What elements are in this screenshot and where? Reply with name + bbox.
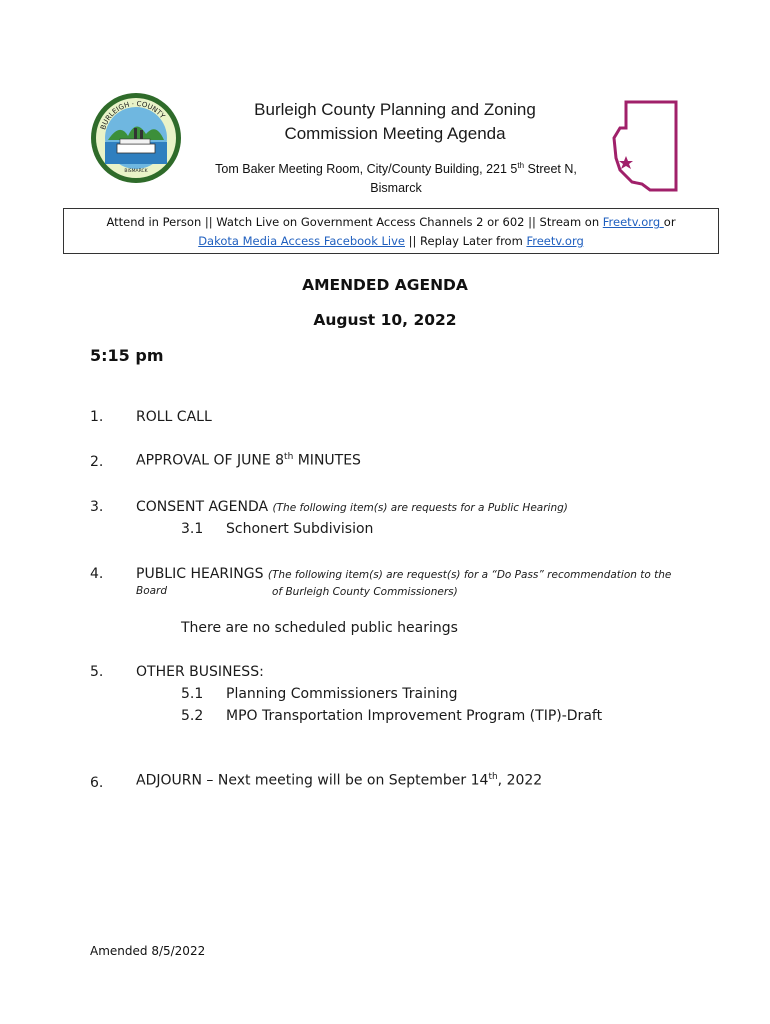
county-seal-logo [90, 92, 182, 184]
item-5-1-number: 5.1 [181, 686, 204, 702]
item-5-text: OTHER BUSINESS: [136, 664, 264, 680]
item-3-label: CONSENT AGENDA [136, 499, 269, 515]
meeting-location [200, 156, 592, 198]
item-2-number: 2. [90, 454, 104, 470]
item-5-1-text: Planning Commissioners Training [226, 686, 458, 702]
item-1-text: ROLL CALL [136, 409, 212, 425]
item-3-note: (The following item(s) are requests for a Public Hearing) [272, 502, 568, 514]
item-4-label: PUBLIC HEARINGS [136, 566, 264, 582]
item-5-number: 5. [90, 664, 104, 680]
amended-date-footer: Amended 8/5/2022 [90, 944, 206, 958]
banner-text-2: or [663, 215, 676, 229]
location-sup: th [517, 161, 525, 170]
page-title [200, 98, 590, 146]
banner-text-1: Attend in Person || Watch Live on Government Access Channels 2 or 602 || Stream on [106, 215, 603, 229]
title-line-1: Burleigh County Planning and Zoning [254, 100, 536, 119]
item-4-note-2: of Burleigh County Commissioners) [272, 586, 458, 598]
location-suffix: Street N, [524, 162, 577, 177]
item-2-text-post: MINUTES [293, 452, 361, 469]
location-city: Bismarck [370, 181, 422, 196]
facebook-live-link[interactable]: Dakota Media Access Facebook Live [198, 234, 405, 248]
county-map-icon [610, 98, 682, 194]
banner-text-3: || Replay Later from [405, 234, 527, 248]
seal-text-bottom: BISMARCK [124, 169, 148, 174]
item-6-text-pre: ADJOURN – Next meeting will be on September 14 [136, 772, 489, 789]
meeting-time: 5:15 pm [90, 346, 164, 365]
title-line-2: Commission Meeting Agenda [284, 124, 506, 143]
item-3-text [136, 499, 568, 515]
item-2-sup: th [284, 452, 294, 462]
agenda-date: August 10, 2022 [313, 311, 457, 329]
item-3-1-number: 3.1 [181, 521, 204, 537]
item-4-note: (The following item(s) are request(s) for a “Do Pass” recommendation to the Board [136, 569, 672, 597]
item-6-number: 6. [90, 775, 104, 791]
item-6-text [136, 772, 542, 789]
item-6-text-post: , 2022 [497, 772, 543, 789]
freetv-link-1[interactable]: Freetv.org [602, 215, 664, 229]
agenda-heading: AMENDED AGENDA [302, 276, 468, 294]
item-4-number: 4. [90, 566, 104, 582]
item-3-number: 3. [90, 499, 104, 515]
item-2-text-pre: APPROVAL OF JUNE 8 [136, 452, 285, 469]
item-4-body: There are no scheduled public hearings [181, 620, 458, 636]
star-icon [619, 156, 633, 169]
attendance-banner [63, 208, 719, 254]
freetv-link-2[interactable]: Freetv.org [526, 234, 584, 248]
item-5-2-text: MPO Transportation Improvement Program (TIP)-Draft [226, 708, 603, 724]
location-prefix: Tom Baker Meeting Room, City/County Building, 221 5 [215, 162, 518, 177]
item-5-2-number: 5.2 [181, 708, 204, 724]
item-3-1-text: Schonert Subdivision [226, 521, 374, 537]
item-2-text [136, 452, 361, 469]
item-6-sup: th [488, 772, 498, 782]
seal-text-top: BURLEIGH · COUNTY [99, 99, 167, 131]
item-1-number: 1. [90, 409, 104, 425]
